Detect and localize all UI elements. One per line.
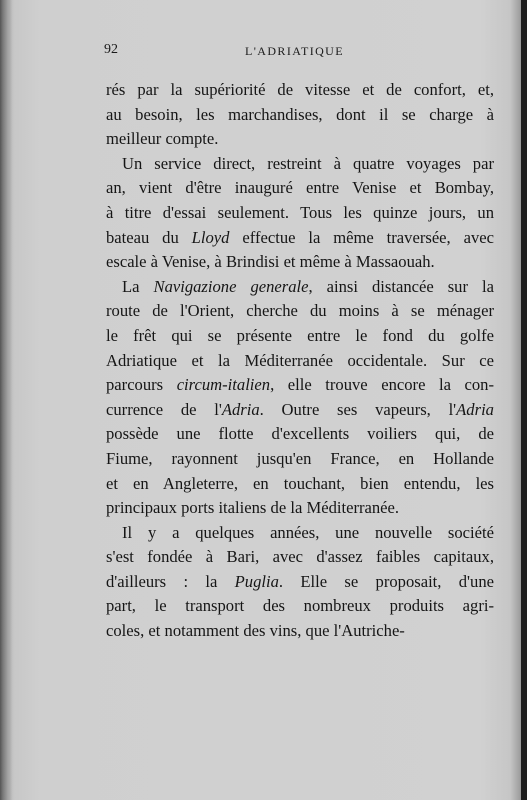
text-run: Un service direct, restreint à quatre voyages par — [122, 153, 494, 173]
text-line — [106, 398, 494, 423]
paragraph — [106, 78, 494, 152]
text-run: et en Angleterre, en touchant, bien entendu, les — [106, 473, 494, 493]
body-text — [106, 78, 494, 644]
text-run: Fiume, rayonnent jusqu'en France, en Hollande — [106, 448, 494, 468]
italic-text: Puglia — [234, 571, 279, 591]
text-line — [106, 226, 494, 251]
text-run: rés par la supériorité de vitesse et de confort, et, — [106, 80, 494, 99]
text-run: escale à Venise, à Brindisi et même à Massaouah. — [106, 252, 435, 272]
text-run: parcours — [106, 375, 177, 395]
paragraph — [106, 521, 494, 644]
text-run: La — [122, 276, 154, 296]
text-run: , elle trouve encore la con- — [270, 375, 494, 395]
text-line — [106, 373, 494, 398]
text-line — [106, 324, 494, 349]
italic-text: Lloyd — [191, 227, 230, 247]
text-run: bateau du — [106, 227, 192, 247]
italic-text: circum-italien — [176, 375, 271, 395]
text-run: . Elle se proposait, d'une — [278, 571, 494, 591]
text-line — [106, 299, 494, 324]
running-head — [0, 42, 527, 62]
text-line — [106, 496, 494, 521]
text-run: route de l'Orient, cherche du moins à se ménager — [106, 301, 494, 321]
text-line — [106, 176, 494, 201]
text-run: effectue la même traversée, avec — [229, 227, 494, 247]
page-number: 92 — [104, 42, 118, 57]
text-run: meilleur compte. — [106, 129, 219, 149]
text-run: Adriatique et la Méditerranée occidentale. Sur ce — [106, 350, 494, 370]
text-line — [106, 275, 494, 300]
italic-text: Adria — [221, 399, 260, 419]
text-run: d'ailleurs : la — [106, 571, 235, 591]
page-edge — [521, 0, 527, 800]
text-run: . Outre ses vapeurs, l' — [259, 399, 457, 419]
text-run: Il y a quelques années, une nouvelle société — [122, 522, 494, 542]
text-run: le frêt qui se présente entre le fond du golfe — [106, 325, 494, 345]
text-run: , ainsi distancée sur la — [308, 276, 494, 296]
italic-text: Navigazione generale — [153, 276, 309, 296]
text-line — [106, 152, 494, 177]
text-run: au besoin, les marchandises, dont il se charge à — [106, 104, 494, 124]
running-title: L'ADRIATIQUE — [245, 44, 344, 58]
paragraph — [106, 275, 494, 521]
book-spine-shadow — [0, 0, 12, 800]
text-line — [106, 349, 494, 374]
text-line — [106, 250, 494, 275]
text-line — [106, 521, 494, 546]
text-line — [106, 619, 494, 644]
text-run: part, le transport des nombreux produits agri- — [106, 596, 494, 616]
text-line — [106, 570, 494, 595]
text-line — [106, 201, 494, 226]
text-line — [106, 472, 494, 497]
text-run: possède une flotte d'excellents voiliers qui, de — [106, 424, 494, 444]
text-run: coles, et notamment des vins, que l'Autriche- — [106, 621, 405, 641]
text-run: currence de l' — [106, 399, 222, 419]
text-line — [106, 127, 494, 152]
paragraph — [106, 152, 494, 275]
text-run: à titre d'essai seulement. Tous les quinze jours, un — [106, 202, 494, 222]
text-line — [106, 594, 494, 619]
text-line — [106, 545, 494, 570]
text-run: an, vient d'être inauguré entre Venise et Bombay, — [106, 178, 494, 198]
text-line — [106, 422, 494, 447]
text-run: principaux ports italiens de la Méditerranée. — [106, 498, 400, 518]
text-line — [106, 78, 494, 103]
text-line — [106, 447, 494, 472]
text-line — [106, 103, 494, 128]
text-run: s'est fondée à Bari, avec d'assez faibles capitaux, — [106, 547, 494, 567]
italic-text: Adria — [456, 399, 494, 419]
